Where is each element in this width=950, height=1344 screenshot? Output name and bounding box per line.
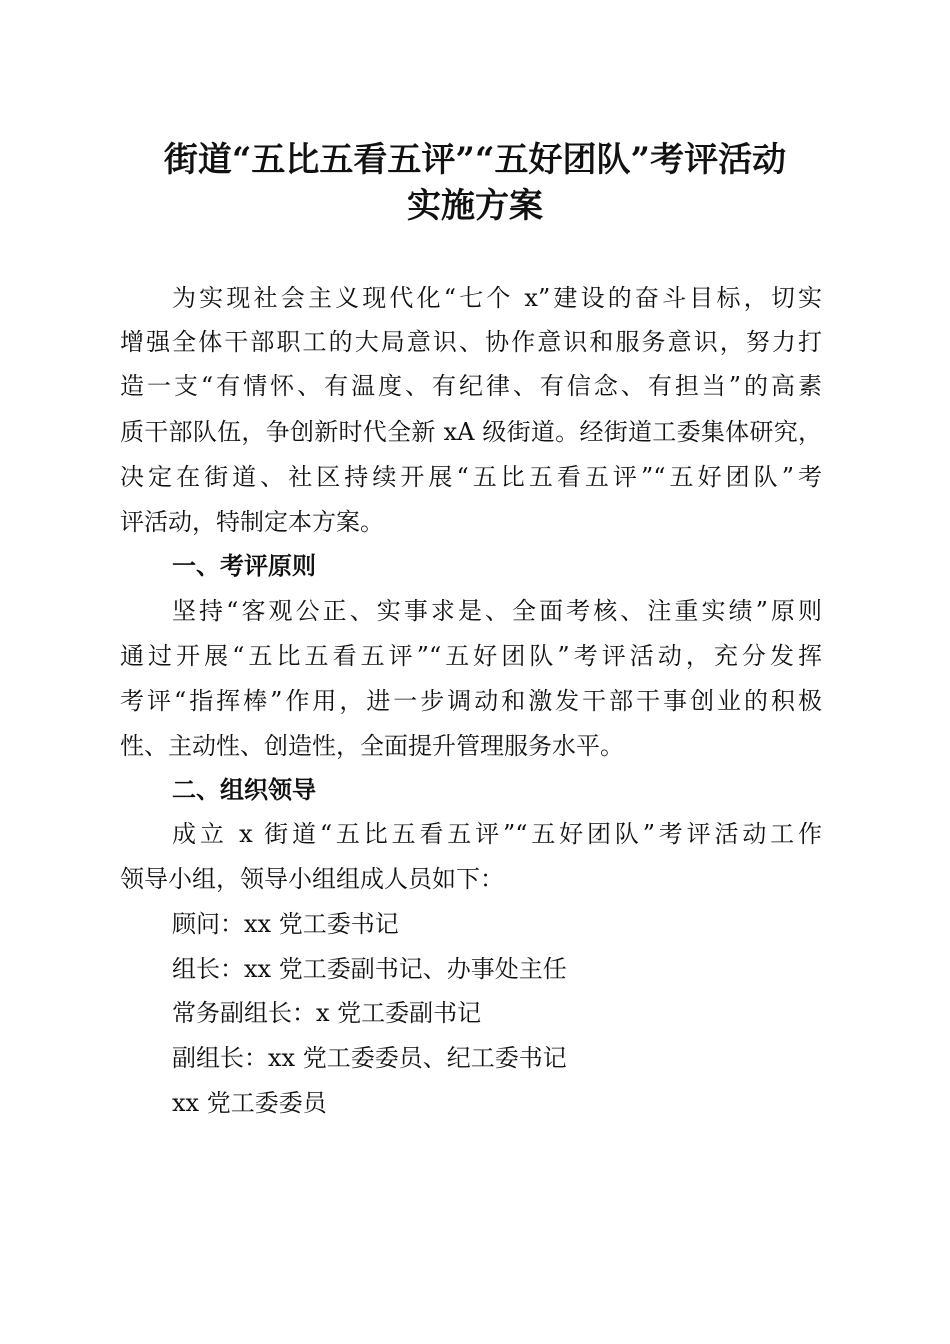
section-heading-leadership: 二、组织领导	[172, 776, 316, 804]
intro-paragraph-line: 造一支“有情怀、有温度、有纪律、有信念、有担当”的高素	[120, 372, 822, 400]
intro-paragraph-line: 增强全体干部职工的大局意识、协作意识和服务意识，努力打	[120, 328, 822, 356]
intro-paragraph-line: 质干部队伍，争创新时代全新 xA 级街道。经街道工委集体研究，	[120, 418, 822, 446]
principles-paragraph-line: 通过开展“五比五看五评”“五好团队”考评活动，充分发挥	[120, 642, 822, 670]
document-title-line-2: 实施方案	[407, 186, 543, 226]
member-committee: xx 党工委委员	[172, 1089, 327, 1117]
section-heading-principles: 一、考评原则	[172, 552, 316, 580]
member-executive-deputy-leader: 常务副组长：x 党工委副书记	[172, 999, 482, 1027]
principles-paragraph-line: 坚持“客观公正、实事求是、全面考核、注重实绩”原则	[172, 597, 822, 625]
member-deputy-leader: 副组长：xx 党工委委员、纪工委书记	[172, 1044, 567, 1072]
intro-paragraph-line: 为实现社会主义现代化“七个 x”建设的奋斗目标，切实	[172, 284, 822, 312]
intro-paragraph-line: 决定在街道、社区持续开展“五比五看五评”“五好团队”考	[120, 463, 822, 491]
principles-paragraph-line: 性、主动性、创造性，全面提升管理服务水平。	[120, 732, 624, 760]
member-leader: 组长：xx 党工委副书记、办事处主任	[172, 955, 567, 983]
intro-paragraph-line: 评活动，特制定本方案。	[120, 508, 384, 536]
member-advisor: 顾问：xx 党工委书记	[172, 910, 399, 938]
principles-paragraph-line: 考评“指挥棒”作用，进一步调动和激发干部干事创业的积极	[120, 687, 822, 715]
leadership-paragraph-line: 成立 x 街道“五比五看五评”“五好团队”考评活动工作	[172, 820, 822, 848]
leadership-paragraph-line: 领导小组，领导小组组成人员如下：	[120, 865, 504, 893]
document-title-line-1: 街道“五比五看五评”“五好团队”考评活动	[163, 140, 787, 180]
